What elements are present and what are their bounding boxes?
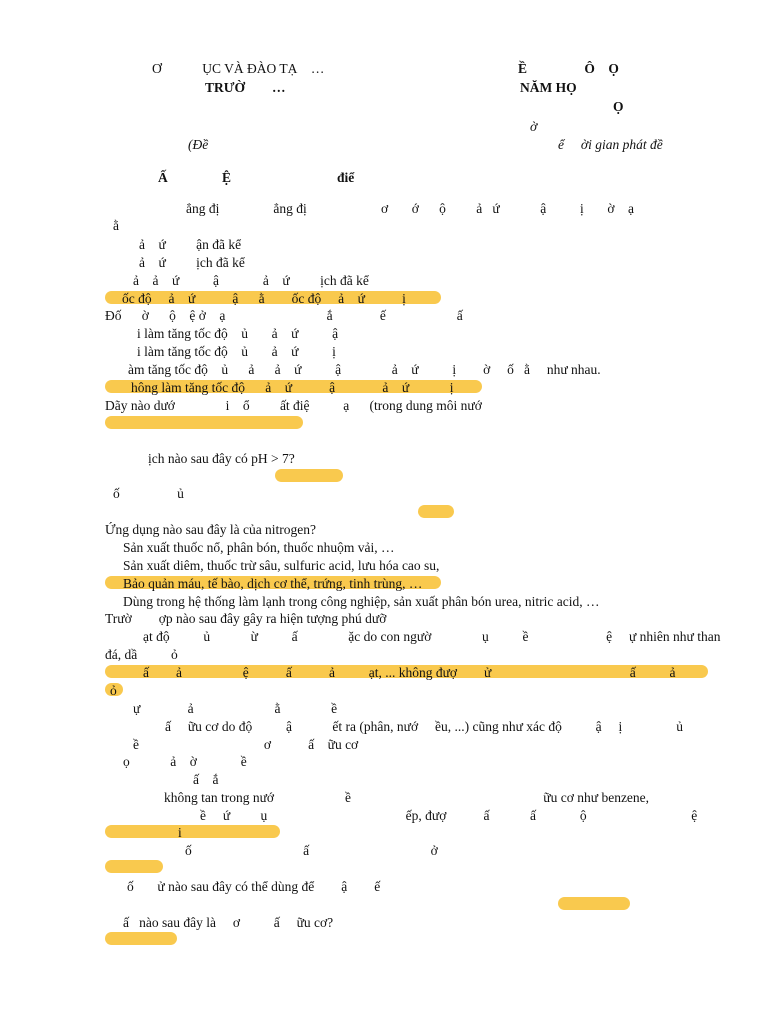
question-8-option-a: ấ ắ xyxy=(193,772,219,787)
section-title-part-a: Ấ xyxy=(158,170,168,185)
question-6-option-d: Dùng trong hệ thống làm lạnh trong công nghiệp, sản xuất phân bón urea, nitric acid, … xyxy=(123,594,600,609)
highlight-answer-10 xyxy=(558,897,630,910)
question-1-option-a: ả ứ ận đã kể xyxy=(139,237,242,252)
question-8-option-b: không tan trong nướ ề ữu cơ như benzene, xyxy=(164,790,650,805)
question-2-option-a: i làm tăng tốc độ ủ ả ứ ậ xyxy=(137,326,339,341)
question-2-stem: Đố ờ ộ ệ ở ạ ắ ế ấ xyxy=(105,308,463,323)
question-2-option-d: hông làm tăng tốc độ ả ứ ậ ả ứ ị xyxy=(131,380,454,395)
question-1-option-b: ả ứ ịch đã kể xyxy=(139,255,245,270)
question-6-option-b: Sản xuất diêm, thuốc trừ sâu, sulfuric acid, lưu hóa cao su, xyxy=(123,558,440,573)
question-10-stem: ố ử nào sau đây có thể dùng để ậ ế xyxy=(127,879,381,894)
header-right-line1: Ề Ô Ọ xyxy=(518,61,619,76)
question-11-stem: ấ nào sau đây là ơ ấ ữu cơ? xyxy=(123,915,334,930)
question-8-option-d: i xyxy=(178,825,182,840)
question-6-option-a: Sản xuất thuốc nổ, phân bón, thuốc nhuộm vải, … xyxy=(123,540,395,555)
question-7-stem: Trườ ợp nào sau đây gây ra hiện tượng phú dưỡ xyxy=(105,611,387,626)
question-7-option-d: ấ ữu cơ do độ ậ ết ra (phân, nướ ều, ...) cũng như xác độ ậ ị ủ xyxy=(165,719,684,734)
question-7-option-a-cont: đá, dầ ỏ xyxy=(105,647,178,662)
question-7-option-a: ạt độ ủ ừ ấ ặc do con ngườ ụ ề ệ ự nhiên như than xyxy=(143,629,721,644)
question-7-option-c: ự ả ằ ề xyxy=(133,701,338,716)
question-1-stem: ẳng đị ẳng đị ơ ớ ộ ả ứ ậ ị ờ ạ xyxy=(186,201,634,216)
header-left-line2: TRƯỜ … xyxy=(205,80,286,95)
question-7-option-b: ấ ả ệ ấ ả ạt, ... không đượ ử ấ ả xyxy=(143,665,676,680)
highlight-answer-11 xyxy=(105,932,177,945)
question-7-option-d-cont: ề ơ ấ ữu cơ xyxy=(133,737,359,752)
question-4-stem: ịch nào sau đây có pH > 7? xyxy=(148,451,295,466)
question-5-stem: ố ủ xyxy=(113,486,184,501)
question-2-option-b: i làm tăng tốc độ ủ ả ứ ị xyxy=(137,344,336,359)
question-1-stem-cont: ằ xyxy=(113,218,119,233)
highlight-answer-9 xyxy=(105,860,163,873)
question-6-stem: Ứng dụng nào sau đây là của nitrogen? xyxy=(105,522,317,537)
question-8-option-c: ề ứ ụ ếp, đượ ấ ấ ộ ệ xyxy=(200,808,698,823)
question-3-stem: Dãy nào dướ i ổ ất điệ ạ (trong dung môi nướ xyxy=(105,398,482,413)
header-right-line3: Ọ xyxy=(613,99,624,114)
section-title-part-b: Ệ xyxy=(222,170,232,185)
question-2-option-c: àm tăng tốc độ ủ ả ả ứ ậ ả ứ ị ờ ố ằ như nhau. xyxy=(128,362,601,377)
question-7-option-b-cont: ỏ xyxy=(110,683,117,698)
header-right-line2: NĂM HỌ xyxy=(520,80,577,95)
header-left-note: (Đề xyxy=(188,137,209,152)
highlight-answer-8 xyxy=(105,825,280,838)
question-8-stem: ọ ả ờ ề xyxy=(123,754,247,769)
question-9-stem: ố ấ ở xyxy=(185,843,438,858)
highlight-answer-5 xyxy=(418,505,454,518)
section-title-part-c: điể xyxy=(337,170,355,185)
header-right-note: ể ời gian phát đề xyxy=(558,137,663,152)
highlight-answer-4 xyxy=(275,469,343,482)
header-left-line1: Ơ ỤC VÀ ĐÀO TẠ … xyxy=(152,61,325,76)
question-1-option-d: ốc độ ả ứ ậ ằ ốc độ ả ứ ị xyxy=(122,291,406,306)
highlight-answer-3 xyxy=(105,416,303,429)
header-right-line4: ờ xyxy=(530,119,538,134)
question-6-option-c: Bảo quản máu, tế bào, dịch cơ thể, trứng, tinh trùng, … xyxy=(123,576,423,591)
question-1-option-c: ả ả ứ ậ ả ứ ịch đã kể xyxy=(133,273,369,288)
